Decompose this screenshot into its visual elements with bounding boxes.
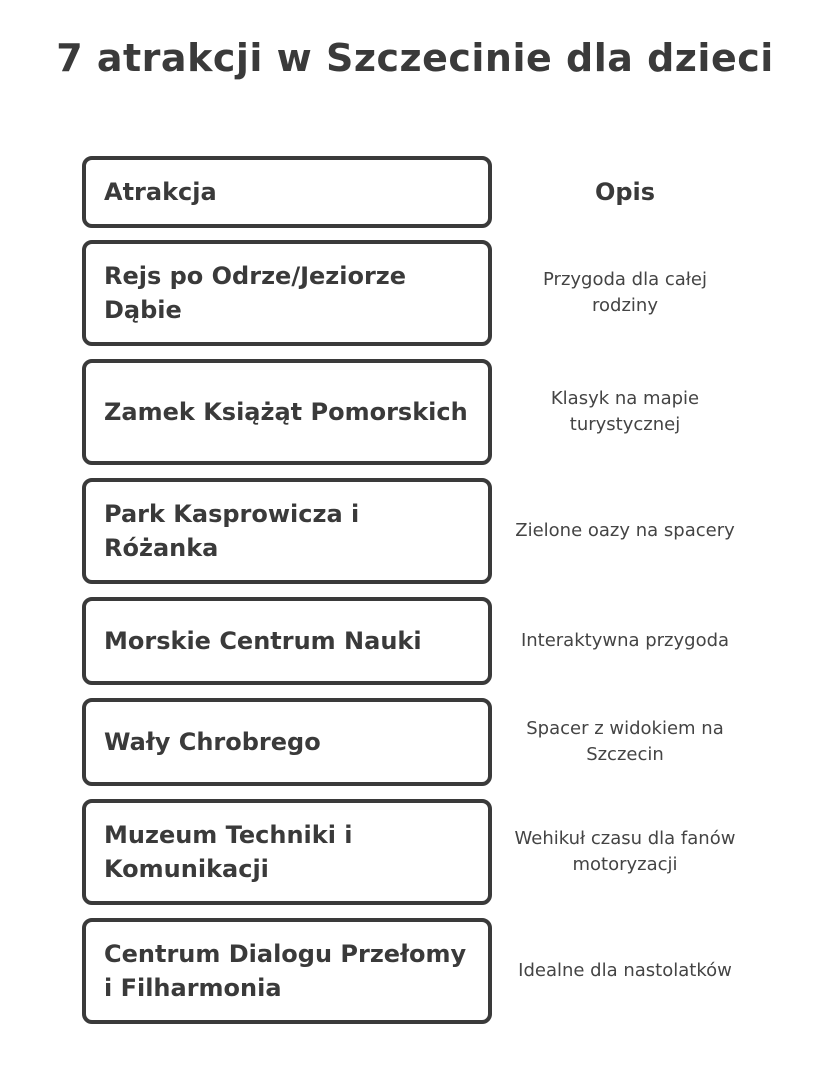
attraction-description: Spacer z widokiem na Szczecin [526,718,724,765]
attraction-description: Wehikuł czasu dla fanów motoryzacji [514,828,736,875]
attraction-box: Park Kasprowicza i Różanka [82,478,492,584]
page-title: 7 atrakcji w Szczecinie dla dzieci [56,36,774,80]
table-row [82,698,742,786]
table-header [82,156,742,228]
table-row [82,478,742,584]
header-attraction-cell: Atrakcja [82,156,492,228]
table-row [82,240,742,346]
attraction-box: Rejs po Odrze/Jeziorze Dąbie [82,240,492,346]
table-row [82,918,742,1024]
attraction-box: Muzeum Techniki i Komunikacji [82,799,492,905]
attraction-box: Zamek Książąt Pomorskich [82,359,492,465]
attraction-box: Morskie Centrum Nauki [82,597,492,685]
attraction-description: Interaktywna przygoda [520,630,730,651]
attraction-description: Zielone oazy na spacery [515,520,735,541]
table-row [82,799,742,905]
header-description-cell: Opis [594,178,656,206]
attraction-box: Centrum Dialogu Przełomy i Filharmonia [82,918,492,1024]
attraction-description: Klasyk na mapie turystycznej [550,388,700,435]
attraction-box: Wały Chrobrego [82,698,492,786]
table-row [82,359,742,465]
table-row [82,597,742,685]
attraction-description: Przygoda dla całej rodziny [543,269,707,316]
attraction-description: Idealne dla nastolatków [518,960,732,981]
